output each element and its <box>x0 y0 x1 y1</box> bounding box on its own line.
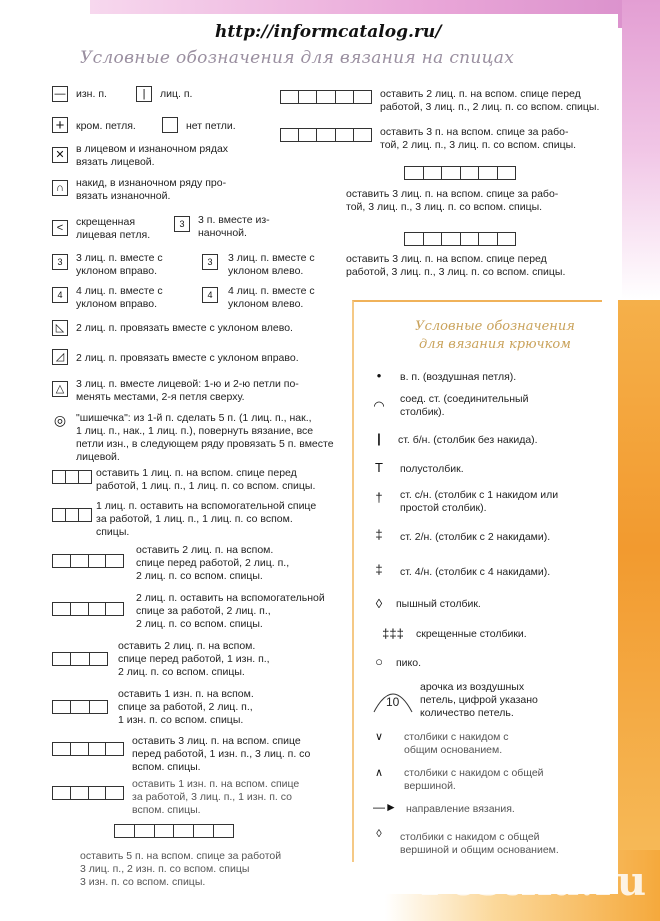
p3tog-label: 3 п. вместе из- наночной. <box>198 214 270 239</box>
k3tog-left-icon: 3 <box>202 254 218 270</box>
dc-label: ст. с/н. (столбик с 1 накидом или простой столбик). <box>400 489 559 514</box>
slip-stitch-icon: ◠ <box>373 398 385 413</box>
cable-2-1-purl-front-icon <box>52 652 108 666</box>
bobble-icon: ◎ <box>53 412 67 428</box>
cable-2-2-back-icon <box>52 602 124 616</box>
k3r-label: 3 лиц. п. вместе с уклоном вправо. <box>76 252 163 277</box>
qtr-label: ст. 4/н. (столбик с 4 накидами). <box>400 566 551 578</box>
knit-label: лиц. п. <box>160 88 193 100</box>
cable-3-3-front-icon <box>404 232 516 246</box>
crochet-title: Условные обозначения для вязания крючком <box>415 319 575 352</box>
treble-crochet-icon: ‡ <box>375 527 383 542</box>
right1-label: оставить 2 лиц. п. на вспом. спице перед работой, 3 лиц. п., 2 лиц. п. со вспом. спицы. <box>380 88 600 113</box>
picot-label: пико. <box>396 657 422 669</box>
common-top-base-label: столбики с накидом с общей вершиной и общим основанием. <box>400 831 559 856</box>
k2l-label: 2 лиц. п. провязать вместе с уклоном влево. <box>76 322 293 334</box>
edge-label: кром. петля. <box>76 120 136 132</box>
single-crochet-icon: | <box>377 431 381 446</box>
cross-icon: ✕ <box>52 147 68 163</box>
yarn-over-icon: ∩ <box>52 180 68 196</box>
purl-icon: — <box>52 86 68 102</box>
no-stitch-icon <box>162 117 178 133</box>
k4tog-left-icon: 4 <box>202 287 218 303</box>
picot-icon: ○ <box>375 654 383 669</box>
k2tog-right-icon: ◿ <box>52 349 68 365</box>
cable-1-1-back-icon <box>52 508 92 522</box>
arch-label: арочка из воздушных петель, цифрой указано количество петель. <box>420 681 538 719</box>
right4-label: оставить 3 лиц. п. на вспом. спице перед работой, 3 лиц. п., 3 лиц. п. со вспом. спицы. <box>346 253 566 278</box>
cable-3-2-back-icon <box>280 128 372 142</box>
arch-number: 10 <box>386 695 400 709</box>
crossed-stitches-icon: ‡‡‡ <box>382 626 404 641</box>
k2r-label: 2 лиц. п. провязать вместе с уклоном вправо. <box>76 352 299 364</box>
cable-1-1-front-icon <box>52 470 92 484</box>
k3l-label: 3 лиц. п. вместе с уклоном влево. <box>228 252 315 277</box>
cable-2-3-front-icon <box>280 90 372 104</box>
twisted-stitch-icon: < <box>52 220 68 236</box>
double-crochet-icon: † <box>375 490 383 505</box>
puff-label: пышный столбик. <box>396 598 481 610</box>
hdc-label: полустолбик. <box>400 463 464 475</box>
bobble-label: "шишечка": из 1-й п. сделать 5 п. (1 лиц. п., нак., 1 лиц. п., нак., 1 лиц. п.), повернуть вязание, все петли изн., в следующем ряду провязать 5 п. вместе лицевой. <box>76 412 334 463</box>
cable3-label: оставить 2 лиц. п. на вспом. спице перед работой, 2 лиц. п., 2 лиц. п. со вспом. спицы. <box>136 544 290 582</box>
k4r-label: 4 лиц. п. вместе с уклоном вправо. <box>76 285 163 310</box>
edge-stitch-icon: + <box>52 117 68 133</box>
common-top-label: столбики с накидом с общей вершиной. <box>404 767 544 792</box>
cross-label: в лицевом и изнаночном рядах вязать лицевой. <box>76 143 229 168</box>
tr-label: ст. 2/н. (столбик с 2 накидами). <box>400 531 551 543</box>
crossed-label: скрещенные столбики. <box>416 628 527 640</box>
common-top-base-icon: ◊ <box>376 828 382 840</box>
k4tog-right-icon: 4 <box>52 287 68 303</box>
cable-1-2-purl-back-icon <box>52 700 108 714</box>
half-double-icon: T <box>375 460 383 475</box>
k2tog-left-icon: ◺ <box>52 320 68 336</box>
k3c-label: 3 лиц. п. вместе лицевой: 1-ю и 2-ю петли по- менять местами, 2-я петля сверху. <box>76 378 299 403</box>
nostitch-label: нет петли. <box>186 120 236 132</box>
cable-5-back-icon <box>114 824 234 838</box>
k3tog-right-icon: 3 <box>52 254 68 270</box>
yarn-over-label: накид, в изнаночном ряду про- вязать изнаночной. <box>76 177 227 202</box>
cable-2-2-front-icon <box>52 554 124 568</box>
chain-label: в. п. (воздушная петля). <box>400 371 517 383</box>
site-url[interactable]: http://informcatalog.ru/ <box>215 22 442 42</box>
chain-icon: • <box>376 368 382 383</box>
k3tog-center-icon: △ <box>52 381 68 397</box>
sc-label: ст. б/н. (столбик без накида). <box>398 434 538 446</box>
right3-label: оставить 3 лиц. п. на вспом. спице за рабо- той, 3 лиц. п., 3 лиц. п. со вспом. спицы. <box>346 188 559 213</box>
puff-stitch-icon: ◊ <box>375 596 383 611</box>
common-base-label: столбики с накидом с общим основанием. <box>404 731 509 756</box>
cable5-label: оставить 2 лиц. п. на вспом. спице перед работой, 1 изн. п., 2 лиц. п. со вспом. спицы. <box>118 640 270 678</box>
cable7-label: оставить 3 лиц. п. на вспом. спице перед работой, 1 изн. п., 3 лиц. п. со вспом. спицы. <box>132 735 311 773</box>
slip-label: соед. ст. (соединительный столбик). <box>400 393 529 418</box>
cable2-label: 1 лиц. п. оставить на вспомогательной спице за работой, 1 лиц. п., 1 лиц. п. со вспом. спицы. <box>96 500 317 538</box>
cable8-label: оставить 1 изн. п. на вспом. спице за работой, 3 лиц. п., 1 изн. п. со вспом. спицы. <box>132 778 300 816</box>
cable9-label: оставить 5 п. на вспом. спице за работой 3 лиц. п., 2 изн. п. со вспом. спицы 3 изн. п. со вспом. спицы. <box>80 850 282 888</box>
purl-label: изн. п. <box>76 88 107 100</box>
twisted-label: скрещенная лицевая петля. <box>76 216 151 241</box>
cable1-label: оставить 1 лиц. п. на вспом. спице перед работой, 1 лиц. п., 1 лиц. п. со вспом. спицы. <box>96 467 316 492</box>
cable-1-3-purl-back-icon <box>52 786 124 800</box>
cable-3-3-back-icon <box>404 166 516 180</box>
knit-icon: | <box>136 86 152 102</box>
direction-arrow-icon: —► <box>373 800 397 814</box>
quad-treble-icon: ‡ <box>375 562 383 577</box>
right2-label: оставить 3 п. на вспом. спице за рабо- той, 2 лиц. п., 3 лиц. п. со вспом. спицы. <box>380 126 577 151</box>
k4l-label: 4 лиц. п. вместе с уклоном влево. <box>228 285 315 310</box>
watermark-logo: Postila.ru <box>420 858 648 905</box>
direction-label: направление вязания. <box>406 803 515 815</box>
purl3tog-icon: 3 <box>174 216 190 232</box>
cable6-label: оставить 1 изн. п. на вспом. спице за работой, 2 лиц. п., 1 изн. п. со вспом. спицы. <box>118 688 254 726</box>
cable4-label: 2 лиц. п. оставить на вспомогательной спице за работой, 2 лиц. п., 2 лиц. п. со вспом. спицы. <box>136 592 325 630</box>
common-top-icon: ∧ <box>374 767 384 779</box>
right-pink-band <box>622 0 660 300</box>
cable-3-1-purl-front-icon <box>52 742 124 756</box>
common-base-icon: ∨ <box>374 731 384 743</box>
page-title: Условные обозначения для вязания на спицах <box>80 48 515 68</box>
